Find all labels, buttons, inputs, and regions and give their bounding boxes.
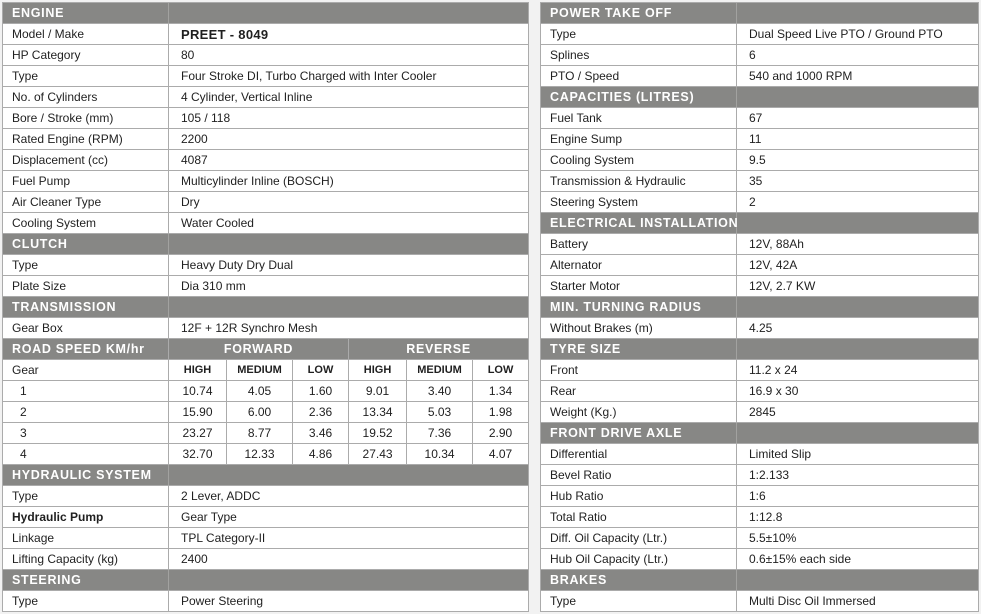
- speed-value: 27.43: [349, 444, 407, 465]
- section-title: BRAKES: [541, 570, 979, 591]
- spec-label: Steering System: [541, 192, 737, 213]
- spec-row: [3, 591, 529, 612]
- spec-value: 540 and 1000 RPM: [737, 66, 979, 87]
- speed-subheader-row: [3, 360, 529, 381]
- section-steering: [2, 569, 529, 612]
- gear-number: 2: [3, 402, 169, 423]
- spec-value: Four Stroke DI, Turbo Charged with Inter Cooler: [169, 66, 529, 87]
- spec-row: [541, 444, 979, 465]
- spec-row: [3, 549, 529, 570]
- right-column: [540, 2, 978, 612]
- spec-label: Model / Make: [3, 24, 169, 45]
- spec-row: [3, 255, 529, 276]
- spec-value: Dual Speed Live PTO / Ground PTO: [737, 24, 979, 45]
- spec-value: 0.6±15% each side: [737, 549, 979, 570]
- speed-value: 12.33: [227, 444, 293, 465]
- spec-label: Type: [541, 24, 737, 45]
- spec-value: Water Cooled: [169, 213, 529, 234]
- speed-value: 1.60: [293, 381, 349, 402]
- spec-row: [541, 318, 979, 339]
- spec-value: 35: [737, 171, 979, 192]
- spec-value: 11.2 x 24: [737, 360, 979, 381]
- section-engine: [2, 2, 529, 234]
- spec-value: 2845: [737, 402, 979, 423]
- spec-row: [541, 528, 979, 549]
- speed-value: 6.00: [227, 402, 293, 423]
- spec-row: [3, 276, 529, 297]
- spec-label: Hub Ratio: [541, 486, 737, 507]
- spec-label: Type: [541, 591, 737, 612]
- spec-value: Power Steering: [169, 591, 529, 612]
- section-header-row: [541, 423, 979, 444]
- spec-label: Front: [541, 360, 737, 381]
- spec-label: Splines: [541, 45, 737, 66]
- spec-row: [541, 507, 979, 528]
- spec-label: Without Brakes (m): [541, 318, 737, 339]
- section-title: ENGINE: [3, 3, 529, 24]
- spec-label: Transmission & Hydraulic: [541, 171, 737, 192]
- speed-value: 1.34: [473, 381, 529, 402]
- speed-value: 2.36: [293, 402, 349, 423]
- range-column-header: HIGH: [349, 360, 407, 381]
- section-header-row: [3, 465, 529, 486]
- section-power-take-off: [540, 2, 979, 87]
- spec-value: 2400: [169, 549, 529, 570]
- range-column-header: HIGH: [169, 360, 227, 381]
- spec-value: Gear Type: [169, 507, 529, 528]
- spec-value: 4087: [169, 150, 529, 171]
- left-column: [2, 2, 528, 612]
- section-header-row: [541, 339, 979, 360]
- spec-row: [3, 486, 529, 507]
- section-clutch: [2, 233, 529, 297]
- section-header-row: [541, 213, 979, 234]
- spec-label: Cooling System: [541, 150, 737, 171]
- spec-row: [3, 87, 529, 108]
- spec-label: Cooling System: [3, 213, 169, 234]
- spec-label: Plate Size: [3, 276, 169, 297]
- spec-value: TPL Category-II: [169, 528, 529, 549]
- spec-label: Fuel Pump: [3, 171, 169, 192]
- section-header-row: [3, 234, 529, 255]
- spec-row: [3, 45, 529, 66]
- spec-label: Total Ratio: [541, 507, 737, 528]
- speed-value: 10.34: [407, 444, 473, 465]
- range-column-header: MEDIUM: [407, 360, 473, 381]
- spec-row: [541, 171, 979, 192]
- spec-row: [3, 213, 529, 234]
- section-min-turning-radius: [540, 296, 979, 339]
- spec-label: Battery: [541, 234, 737, 255]
- spec-row: [541, 549, 979, 570]
- spec-row: [541, 591, 979, 612]
- spec-row: [3, 150, 529, 171]
- spec-row: [3, 66, 529, 87]
- spec-label: PTO / Speed: [541, 66, 737, 87]
- spec-value: 105 / 118: [169, 108, 529, 129]
- section-tyre-size: [540, 338, 979, 423]
- speed-group-forward: FORWARD: [169, 339, 349, 360]
- speed-value: 4.86: [293, 444, 349, 465]
- section-capacities-litres: [540, 86, 979, 213]
- spec-value: 4.25: [737, 318, 979, 339]
- spec-row: [541, 276, 979, 297]
- section-title: POWER TAKE OFF: [541, 3, 979, 24]
- spec-row: [541, 24, 979, 45]
- spec-value: 12V, 2.7 KW: [737, 276, 979, 297]
- spec-value: 67: [737, 108, 979, 129]
- spec-value: Multi Disc Oil Immersed: [737, 591, 979, 612]
- speed-value: 1.98: [473, 402, 529, 423]
- section-title: STEERING: [3, 570, 529, 591]
- spec-value: 2200: [169, 129, 529, 150]
- section-transmission: [2, 296, 529, 339]
- range-column-header: LOW: [293, 360, 349, 381]
- spec-row: [541, 66, 979, 87]
- spec-label: Diff. Oil Capacity (Ltr.): [541, 528, 737, 549]
- speed-row: [3, 444, 529, 465]
- spec-label: Differential: [541, 444, 737, 465]
- section-header-row: [541, 87, 979, 108]
- spec-label: Fuel Tank: [541, 108, 737, 129]
- spec-row: [541, 486, 979, 507]
- spec-value: 12F + 12R Synchro Mesh: [169, 318, 529, 339]
- section-title: MIN. TURNING RADIUS: [541, 297, 979, 318]
- spec-value: 12V, 88Ah: [737, 234, 979, 255]
- spec-value: 6: [737, 45, 979, 66]
- speed-value: 19.52: [349, 423, 407, 444]
- spec-value: 11: [737, 129, 979, 150]
- range-column-header: LOW: [473, 360, 529, 381]
- spec-value: Heavy Duty Dry Dual: [169, 255, 529, 276]
- spec-row: [541, 45, 979, 66]
- section-title: CAPACITIES (LITRES): [541, 87, 979, 108]
- spec-row: [541, 129, 979, 150]
- speed-value: 4.07: [473, 444, 529, 465]
- speed-value: 15.90: [169, 402, 227, 423]
- section-title: HYDRAULIC SYSTEM: [3, 465, 529, 486]
- section-header-row: [541, 3, 979, 24]
- spec-label: Bore / Stroke (mm): [3, 108, 169, 129]
- spec-row: [541, 255, 979, 276]
- spec-label: Linkage: [3, 528, 169, 549]
- spec-value: 5.5±10%: [737, 528, 979, 549]
- speed-row: [3, 402, 529, 423]
- speed-value: 2.90: [473, 423, 529, 444]
- spec-label: Type: [3, 486, 169, 507]
- speed-value: 3.40: [407, 381, 473, 402]
- gear-number: 3: [3, 423, 169, 444]
- section-brakes: [540, 569, 979, 612]
- spec-label: Type: [3, 255, 169, 276]
- section-hydraulic-system: [2, 464, 529, 570]
- spec-value: Limited Slip: [737, 444, 979, 465]
- speed-value: 32.70: [169, 444, 227, 465]
- spec-row: [541, 402, 979, 423]
- section-header-row: [3, 3, 529, 24]
- speed-value: 4.05: [227, 381, 293, 402]
- spec-row: [3, 24, 529, 45]
- section-title: CLUTCH: [3, 234, 529, 255]
- spec-label: Lifting Capacity (kg): [3, 549, 169, 570]
- spec-row: [3, 129, 529, 150]
- gear-number: 4: [3, 444, 169, 465]
- spec-label: Engine Sump: [541, 129, 737, 150]
- spec-label: HP Category: [3, 45, 169, 66]
- spec-value: 1:12.8: [737, 507, 979, 528]
- spec-value: 2: [737, 192, 979, 213]
- section-title: TYRE SIZE: [541, 339, 979, 360]
- spec-label: Rear: [541, 381, 737, 402]
- spec-label: Type: [3, 66, 169, 87]
- spec-label: Bevel Ratio: [541, 465, 737, 486]
- section-front-drive-axle: [540, 422, 979, 570]
- speed-value: 5.03: [407, 402, 473, 423]
- spec-row: [3, 507, 529, 528]
- spec-row: [541, 465, 979, 486]
- spec-row: [3, 192, 529, 213]
- speed-header-row: [3, 339, 529, 360]
- section-header-row: [541, 570, 979, 591]
- spec-label: Air Cleaner Type: [3, 192, 169, 213]
- spec-label: Hydraulic Pump: [3, 507, 169, 528]
- spec-value: 1:6: [737, 486, 979, 507]
- section-title: ELECTRICAL INSTALLATION: [541, 213, 979, 234]
- spec-value: Multicylinder Inline (BOSCH): [169, 171, 529, 192]
- spec-label: Starter Motor: [541, 276, 737, 297]
- section-electrical-installation: [540, 212, 979, 297]
- spec-label: Gear Box: [3, 318, 169, 339]
- spec-row: [3, 171, 529, 192]
- spec-row: [3, 318, 529, 339]
- spec-value: PREET - 8049: [169, 24, 529, 45]
- gear-column-header: Gear: [3, 360, 169, 381]
- speed-value: 10.74: [169, 381, 227, 402]
- spec-row: [541, 234, 979, 255]
- spec-label: Rated Engine (RPM): [3, 129, 169, 150]
- section-header-row: [3, 297, 529, 318]
- spec-label: Type: [3, 591, 169, 612]
- section-title: FRONT DRIVE AXLE: [541, 423, 979, 444]
- spec-label: Weight (Kg.): [541, 402, 737, 423]
- range-column-header: MEDIUM: [227, 360, 293, 381]
- section-road-speed-km-hr: [2, 338, 529, 465]
- spec-label: No. of Cylinders: [3, 87, 169, 108]
- spec-row: [541, 192, 979, 213]
- spec-value: 9.5: [737, 150, 979, 171]
- spec-label: Displacement (cc): [3, 150, 169, 171]
- spec-label: Alternator: [541, 255, 737, 276]
- section-header-row: [3, 570, 529, 591]
- spec-row: [541, 108, 979, 129]
- section-title: ROAD SPEED KM/hr: [3, 339, 169, 360]
- spec-value: 80: [169, 45, 529, 66]
- spec-row: [541, 360, 979, 381]
- speed-row: [3, 423, 529, 444]
- spec-value: 12V, 42A: [737, 255, 979, 276]
- spec-row: [541, 150, 979, 171]
- section-title: TRANSMISSION: [3, 297, 529, 318]
- speed-value: 9.01: [349, 381, 407, 402]
- section-header-row: [541, 297, 979, 318]
- spec-row: [541, 381, 979, 402]
- speed-value: 23.27: [169, 423, 227, 444]
- spec-label: Hub Oil Capacity (Ltr.): [541, 549, 737, 570]
- speed-value: 7.36: [407, 423, 473, 444]
- speed-value: 8.77: [227, 423, 293, 444]
- spec-value: 1:2.133: [737, 465, 979, 486]
- speed-group-reverse: REVERSE: [349, 339, 529, 360]
- speed-value: 3.46: [293, 423, 349, 444]
- speed-value: 13.34: [349, 402, 407, 423]
- spec-value: Dia 310 mm: [169, 276, 529, 297]
- spec-row: [3, 108, 529, 129]
- speed-row: [3, 381, 529, 402]
- gear-number: 1: [3, 381, 169, 402]
- spec-value: 2 Lever, ADDC: [169, 486, 529, 507]
- spec-value: 16.9 x 30: [737, 381, 979, 402]
- spec-value: 4 Cylinder, Vertical Inline: [169, 87, 529, 108]
- spec-value: Dry: [169, 192, 529, 213]
- spec-row: [3, 528, 529, 549]
